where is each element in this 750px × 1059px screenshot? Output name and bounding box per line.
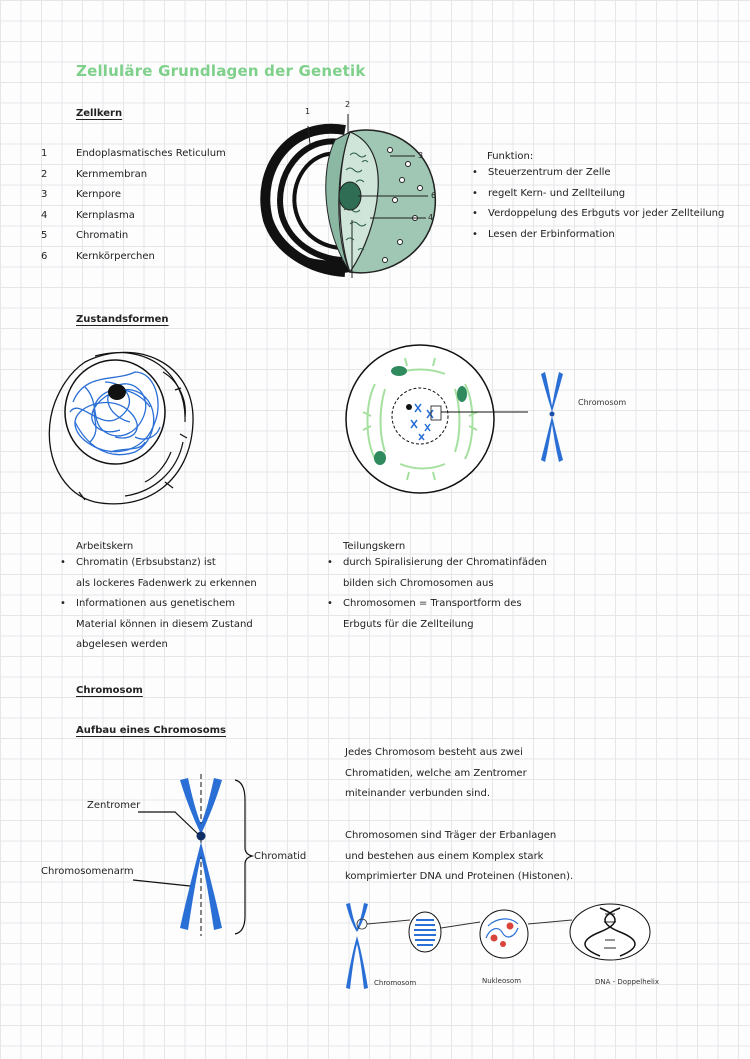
figure-number-1: 1 — [305, 107, 311, 116]
label-zentromer: Zentromer — [87, 800, 141, 811]
strip-label-nukleosom: Nukleosom — [482, 977, 522, 985]
dividing-nucleus-illustration — [345, 344, 575, 496]
nucleus-parts-list: 1 Endoplasmatisches Reticulum 2 Kernmembran 3 Kernpore 4 Kernplasma 5 Chromatin 6 Kernkörperchen — [41, 148, 226, 262]
label-chromatid: Chromatid — [254, 851, 307, 862]
section-heading-zellkern: Zellkern — [76, 108, 123, 119]
page-title: Zelluläre Grundlagen der Genetik — [76, 62, 366, 80]
teilungskern-list: • durch Spiralisierung der Chromatinfäden bilden sich Chromosomen aus • Chromosomen = Transportform des Erbguts für die Zellteilung — [327, 557, 547, 630]
figure-number-2: 2 — [345, 100, 351, 109]
section-heading-zustandsformen: Zustandsformen — [76, 314, 169, 325]
figure-number-3: 3 — [418, 151, 424, 160]
arbeitskern-list: • Chromatin (Erbsubstanz) ist als lockeres Fadenwerk zu erkennen • Informationen aus genetischem Material können in diesem Zustand abgelesen werden — [60, 557, 257, 650]
chromosome-description-1: Jedes Chromosom besteht aus zwei Chromatiden, welche am Zentromer miteinander verbunden sind. — [345, 747, 527, 799]
section-heading-chromosom: Chromosom — [76, 685, 143, 696]
label-chromosomenarm: Chromosomenarm — [41, 866, 134, 877]
strip-label-dna: DNA - Doppelhelix — [595, 978, 659, 986]
figure-number-4: 4 — [428, 213, 434, 222]
teilungskern-heading: Teilungskern — [343, 541, 406, 552]
chromosome-description-2: Chromosomen sind Träger der Erbanlagen und bestehen aus einem Komplex stark komprimierter DNA und Proteinen (Histonen). — [345, 830, 574, 882]
chromosome-label: Chromosom — [578, 398, 627, 407]
function-heading: Funktion: — [487, 151, 534, 162]
chromosome-structure-diagram — [40, 770, 280, 940]
figure-number-6: 6 — [431, 191, 437, 200]
working-nucleus-illustration — [45, 342, 205, 512]
function-list: • Steuerzentrum der Zelle • regelt Kern- und Zellteilung • Verdoppelung des Erbguts vor jeder Zellteilung • Lesen der Erbinformation — [472, 167, 725, 240]
arbeitskern-heading: Arbeitskern — [76, 541, 134, 552]
strip-label-chromosom: Chromosom — [374, 979, 417, 987]
nucleus-illustration — [250, 100, 450, 280]
section-heading-aufbau: Aufbau eines Chromosoms — [76, 725, 227, 736]
